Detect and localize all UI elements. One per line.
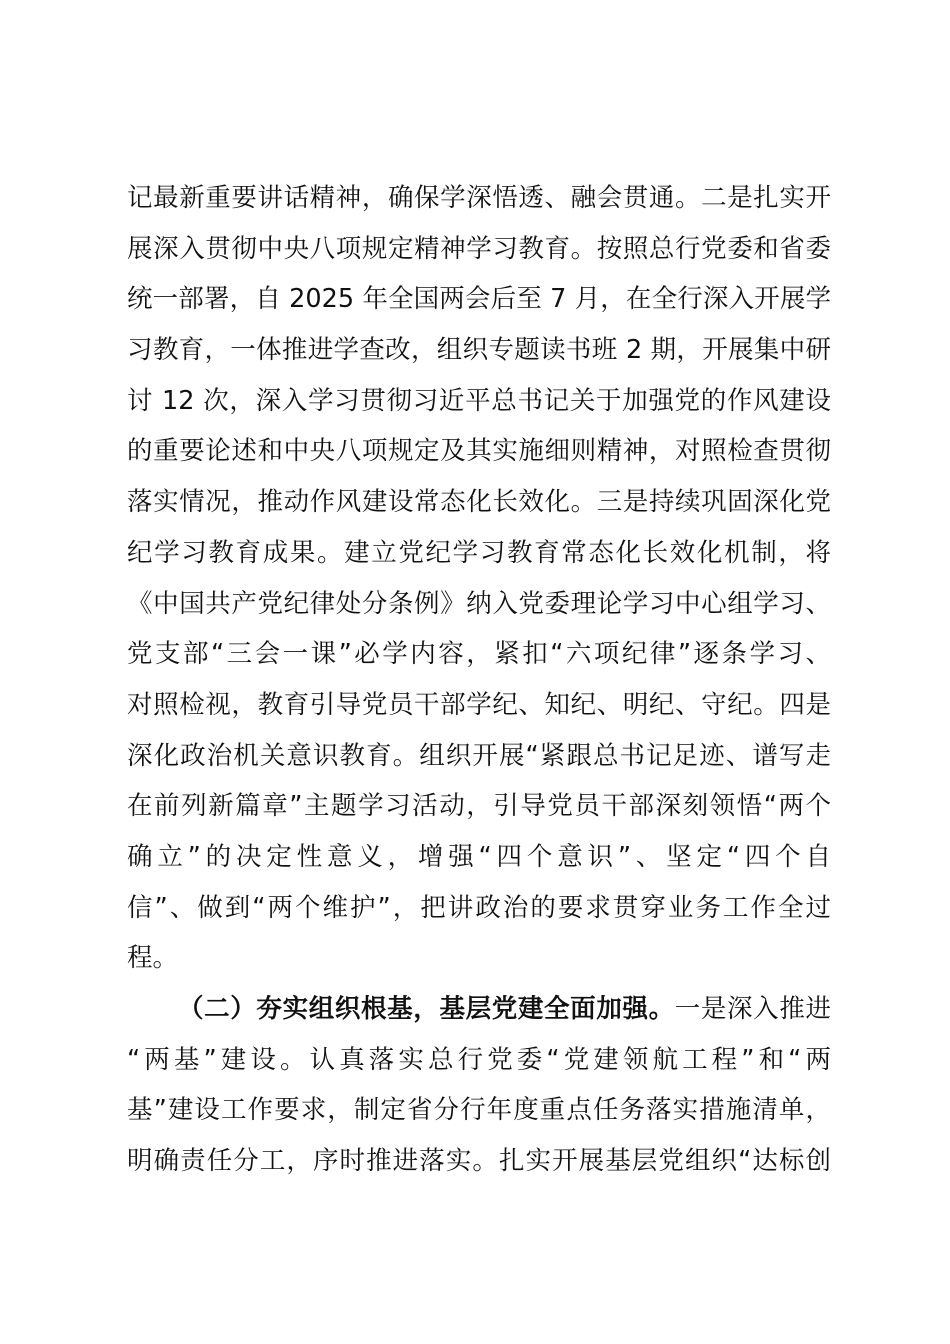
document-body: [127, 173, 831, 1187]
text-line: 党支部“三会一课”必学内容，紧扣“六项纪律”逐条学习、: [127, 639, 831, 670]
text-line: 明确责任分工，序时推进落实。扎实开展基层党组织“达标创: [127, 1146, 831, 1177]
section-heading: （二）夯实组织根基，基层党建全面加强。: [178, 994, 675, 1024]
text-line: 《中国共产党纪律处分条例》纳入党委理论学习中心组学习、: [127, 588, 831, 619]
text-line: 纪学习教育成果。建立党纪学习教育常态化长效化机制，将: [127, 537, 831, 568]
text-line: 在前列新篇章”主题学习活动，引导党员干部深刻领悟“两个: [127, 791, 831, 822]
heading-continuation: 一是深入推进: [674, 994, 831, 1024]
text-line: 落实情况，推动作风建设常态化长效化。三是持续巩固深化党: [127, 487, 831, 518]
text-line-with-heading: [127, 984, 831, 1035]
text-line: 深化政治机关意识教育。组织开展“紧跟总书记足迹、谱写走: [127, 740, 831, 771]
text-line: 信”、做到“两个维护”，把讲政治的要求贯穿业务工作全过: [127, 892, 831, 923]
text-line: 对照检视，教育引导党员干部学纪、知纪、明纪、守纪。四是: [127, 689, 831, 720]
text-line: 记最新重要讲话精神，确保学深悟透、融会贯通。二是扎实开: [127, 183, 831, 213]
paragraph-organization-foundation: [127, 984, 831, 1187]
text-line: 程。: [127, 943, 179, 974]
text-line: 讨 12 次，深入学习贯彻习近平总书记关于加强党的作风建设: [127, 385, 831, 416]
text-line: 基”建设工作要求，制定省分行年度重点任务落实措施清单，: [127, 1095, 831, 1126]
text-line: 的重要论述和中央八项规定及其实施细则精神，对照检查贯彻: [127, 436, 831, 467]
text-line: 确立”的决定性意义，增强“四个意识”、坚定“四个自: [127, 841, 831, 872]
text-line: 展深入贯彻中央八项规定精神学习教育。按照总行党委和省委: [127, 233, 831, 264]
text-line: 习教育，一体推进学查改，组织专题读书班 2 期，开展集中研: [127, 335, 831, 366]
text-line: “两基”建设。认真落实总行党委“党建领航工程”和“两: [127, 1044, 831, 1075]
text-line: 统一部署，自 2025 年全国两会后至 7 月，在全行深入开展学: [127, 284, 831, 315]
paragraph-party-education: [127, 173, 831, 984]
